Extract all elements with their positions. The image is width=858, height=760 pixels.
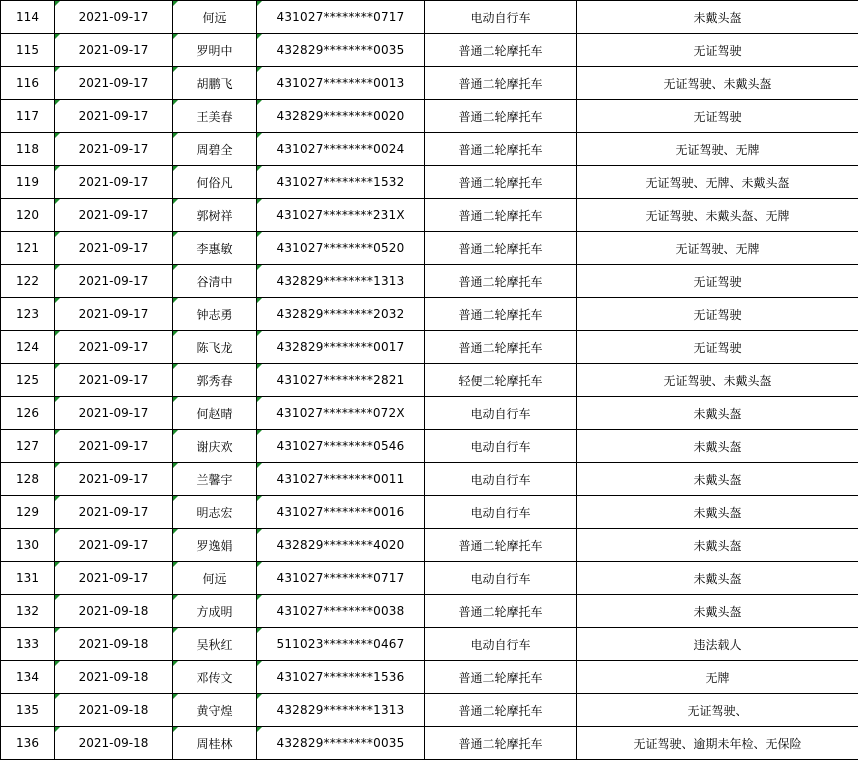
violation-cell[interactable]: 无证驾驶 xyxy=(577,100,858,133)
date-cell[interactable]: 2021-09-18 xyxy=(55,628,173,661)
vehicle-type-cell[interactable]: 普通二轮摩托车 xyxy=(425,331,577,364)
date-cell[interactable]: 2021-09-17 xyxy=(55,67,173,100)
violation-cell[interactable]: 无证驾驶 xyxy=(577,34,858,67)
name-cell[interactable]: 方成明 xyxy=(173,595,257,628)
violation-cell[interactable]: 违法载人 xyxy=(577,628,858,661)
date-cell[interactable]: 2021-09-17 xyxy=(55,397,173,430)
date-cell[interactable]: 2021-09-17 xyxy=(55,562,173,595)
vehicle-type-cell[interactable]: 电动自行车 xyxy=(425,463,577,496)
id-number-cell[interactable]: 431027********0013 xyxy=(257,67,425,100)
name-cell[interactable]: 郭秀春 xyxy=(173,364,257,397)
violation-cell[interactable]: 无证驾驶、逾期未年检、无保险 xyxy=(577,727,858,760)
name-cell[interactable]: 何远 xyxy=(173,1,257,34)
id-number-cell[interactable]: 432829********0020 xyxy=(257,100,425,133)
row-number-cell[interactable]: 120 xyxy=(1,199,55,232)
table-body xyxy=(1,1,858,760)
row-number-cell[interactable]: 126 xyxy=(1,397,55,430)
date-cell[interactable]: 2021-09-17 xyxy=(55,496,173,529)
violation-cell[interactable]: 未戴头盔 xyxy=(577,595,858,628)
violation-cell[interactable]: 未戴头盔 xyxy=(577,463,858,496)
row-number-cell[interactable]: 116 xyxy=(1,67,55,100)
violation-cell[interactable]: 无证驾驶 xyxy=(577,331,858,364)
vehicle-type-cell[interactable]: 普通二轮摩托车 xyxy=(425,166,577,199)
table-row[interactable] xyxy=(1,595,858,628)
name-cell[interactable]: 邓传文 xyxy=(173,661,257,694)
id-number-cell[interactable]: 432829********1313 xyxy=(257,694,425,727)
date-cell[interactable]: 2021-09-18 xyxy=(55,694,173,727)
table-row[interactable] xyxy=(1,397,858,430)
name-cell[interactable]: 明志宏 xyxy=(173,496,257,529)
violation-cell[interactable]: 无牌 xyxy=(577,661,858,694)
id-number-cell[interactable]: 431027********0546 xyxy=(257,430,425,463)
name-cell[interactable]: 周桂林 xyxy=(173,727,257,760)
row-number-cell[interactable]: 114 xyxy=(1,1,55,34)
name-cell[interactable]: 钟志勇 xyxy=(173,298,257,331)
name-cell[interactable]: 何俗凡 xyxy=(173,166,257,199)
date-cell[interactable]: 2021-09-17 xyxy=(55,430,173,463)
row-number-cell[interactable]: 124 xyxy=(1,331,55,364)
row-number-cell[interactable]: 121 xyxy=(1,232,55,265)
row-number-cell[interactable]: 119 xyxy=(1,166,55,199)
date-cell[interactable]: 2021-09-17 xyxy=(55,529,173,562)
date-cell[interactable]: 2021-09-18 xyxy=(55,595,173,628)
vehicle-type-cell[interactable]: 普通二轮摩托车 xyxy=(425,232,577,265)
row-number-cell[interactable]: 134 xyxy=(1,661,55,694)
name-cell[interactable]: 罗逸娟 xyxy=(173,529,257,562)
vehicle-type-cell[interactable]: 电动自行车 xyxy=(425,1,577,34)
vehicle-type-cell[interactable]: 普通二轮摩托车 xyxy=(425,529,577,562)
name-cell[interactable]: 郭树祥 xyxy=(173,199,257,232)
row-number-cell[interactable]: 118 xyxy=(1,133,55,166)
row-number-cell[interactable]: 136 xyxy=(1,727,55,760)
date-cell[interactable]: 2021-09-18 xyxy=(55,727,173,760)
table-row[interactable] xyxy=(1,166,858,199)
name-cell[interactable]: 兰馨宇 xyxy=(173,463,257,496)
violation-cell[interactable]: 无证驾驶、无牌 xyxy=(577,133,858,166)
row-number-cell[interactable]: 135 xyxy=(1,694,55,727)
id-number-cell[interactable]: 432829********0017 xyxy=(257,331,425,364)
date-cell[interactable]: 2021-09-17 xyxy=(55,232,173,265)
name-cell[interactable]: 吴秋红 xyxy=(173,628,257,661)
row-number-cell[interactable]: 130 xyxy=(1,529,55,562)
vehicle-type-cell[interactable]: 普通二轮摩托车 xyxy=(425,100,577,133)
table-row[interactable] xyxy=(1,430,858,463)
date-cell[interactable]: 2021-09-17 xyxy=(55,199,173,232)
id-number-cell[interactable]: 431027********0717 xyxy=(257,1,425,34)
date-cell[interactable]: 2021-09-17 xyxy=(55,166,173,199)
violation-cell[interactable]: 无证驾驶 xyxy=(577,265,858,298)
row-number-cell[interactable]: 123 xyxy=(1,298,55,331)
violation-cell[interactable]: 未戴头盔 xyxy=(577,397,858,430)
vehicle-type-cell[interactable]: 普通二轮摩托车 xyxy=(425,133,577,166)
date-cell[interactable]: 2021-09-17 xyxy=(55,1,173,34)
violation-cell[interactable]: 未戴头盔 xyxy=(577,562,858,595)
violation-cell[interactable]: 无证驾驶、未戴头盔 xyxy=(577,364,858,397)
table-row[interactable] xyxy=(1,298,858,331)
row-number-cell[interactable]: 133 xyxy=(1,628,55,661)
id-number-cell[interactable]: 431027********0011 xyxy=(257,463,425,496)
table-row[interactable] xyxy=(1,265,858,298)
violation-cell[interactable]: 未戴头盔 xyxy=(577,430,858,463)
vehicle-type-cell[interactable]: 电动自行车 xyxy=(425,496,577,529)
date-cell[interactable]: 2021-09-17 xyxy=(55,265,173,298)
vehicle-type-cell[interactable]: 电动自行车 xyxy=(425,562,577,595)
vehicle-type-cell[interactable]: 轻便二轮摩托车 xyxy=(425,364,577,397)
table-row[interactable] xyxy=(1,1,858,34)
violation-cell[interactable]: 未戴头盔 xyxy=(577,529,858,562)
id-number-cell[interactable]: 431027********1536 xyxy=(257,661,425,694)
row-number-cell[interactable]: 125 xyxy=(1,364,55,397)
id-number-cell[interactable]: 432829********0035 xyxy=(257,34,425,67)
table-row[interactable] xyxy=(1,67,858,100)
table-row[interactable] xyxy=(1,199,858,232)
vehicle-type-cell[interactable]: 电动自行车 xyxy=(425,430,577,463)
name-cell[interactable]: 陈飞龙 xyxy=(173,331,257,364)
table-row[interactable] xyxy=(1,133,858,166)
vehicle-type-cell[interactable]: 电动自行车 xyxy=(425,397,577,430)
id-number-cell[interactable]: 432829********0035 xyxy=(257,727,425,760)
id-number-cell[interactable]: 431027********1532 xyxy=(257,166,425,199)
vehicle-type-cell[interactable]: 普通二轮摩托车 xyxy=(425,67,577,100)
row-number-cell[interactable]: 127 xyxy=(1,430,55,463)
table-row[interactable] xyxy=(1,364,858,397)
vehicle-type-cell[interactable]: 普通二轮摩托车 xyxy=(425,199,577,232)
name-cell[interactable]: 王美春 xyxy=(173,100,257,133)
table-row[interactable] xyxy=(1,496,858,529)
violation-cell[interactable]: 无证驾驶、无牌 xyxy=(577,232,858,265)
name-cell[interactable]: 罗明中 xyxy=(173,34,257,67)
date-cell[interactable]: 2021-09-18 xyxy=(55,661,173,694)
name-cell[interactable]: 周碧全 xyxy=(173,133,257,166)
vehicle-type-cell[interactable]: 普通二轮摩托车 xyxy=(425,265,577,298)
name-cell[interactable]: 谷清中 xyxy=(173,265,257,298)
id-number-cell[interactable]: 432829********4020 xyxy=(257,529,425,562)
table-row[interactable] xyxy=(1,463,858,496)
vehicle-type-cell[interactable]: 普通二轮摩托车 xyxy=(425,34,577,67)
name-cell[interactable]: 胡鹏飞 xyxy=(173,67,257,100)
row-number-cell[interactable]: 122 xyxy=(1,265,55,298)
id-number-cell[interactable]: 431027********0016 xyxy=(257,496,425,529)
id-number-cell[interactable]: 431027********0520 xyxy=(257,232,425,265)
id-number-cell[interactable]: 431027********0038 xyxy=(257,595,425,628)
table-row[interactable] xyxy=(1,628,858,661)
vehicle-type-cell[interactable]: 普通二轮摩托车 xyxy=(425,727,577,760)
id-number-cell[interactable]: 431027********072X xyxy=(257,397,425,430)
date-cell[interactable]: 2021-09-17 xyxy=(55,100,173,133)
id-number-cell[interactable]: 431027********0024 xyxy=(257,133,425,166)
violation-cell[interactable]: 无证驾驶、 xyxy=(577,694,858,727)
table-row[interactable] xyxy=(1,727,858,760)
vehicle-type-cell[interactable]: 普通二轮摩托车 xyxy=(425,694,577,727)
vehicle-type-cell[interactable]: 电动自行车 xyxy=(425,628,577,661)
row-number-cell[interactable]: 117 xyxy=(1,100,55,133)
violation-cell[interactable]: 无证驾驶、无牌、未戴头盔 xyxy=(577,166,858,199)
name-cell[interactable]: 李惠敏 xyxy=(173,232,257,265)
table-row[interactable] xyxy=(1,694,858,727)
table-row[interactable] xyxy=(1,331,858,364)
date-cell[interactable]: 2021-09-17 xyxy=(55,34,173,67)
name-cell[interactable]: 谢庆欢 xyxy=(173,430,257,463)
table-row[interactable] xyxy=(1,562,858,595)
row-number-cell[interactable]: 115 xyxy=(1,34,55,67)
date-cell[interactable]: 2021-09-17 xyxy=(55,133,173,166)
name-cell[interactable]: 黄守煌 xyxy=(173,694,257,727)
violation-cell[interactable]: 无证驾驶、未戴头盔 xyxy=(577,67,858,100)
row-number-cell[interactable]: 128 xyxy=(1,463,55,496)
violation-cell[interactable]: 未戴头盔 xyxy=(577,1,858,34)
table-row[interactable] xyxy=(1,661,858,694)
date-cell[interactable]: 2021-09-17 xyxy=(55,463,173,496)
name-cell[interactable]: 何远 xyxy=(173,562,257,595)
name-cell[interactable]: 何赵晴 xyxy=(173,397,257,430)
id-number-cell[interactable]: 431027********0717 xyxy=(257,562,425,595)
violation-cell[interactable]: 无证驾驶 xyxy=(577,298,858,331)
id-number-cell[interactable]: 431027********2821 xyxy=(257,364,425,397)
vehicle-type-cell[interactable]: 普通二轮摩托车 xyxy=(425,595,577,628)
id-number-cell[interactable]: 511023********0467 xyxy=(257,628,425,661)
vehicle-type-cell[interactable]: 普通二轮摩托车 xyxy=(425,298,577,331)
violation-cell[interactable]: 未戴头盔 xyxy=(577,496,858,529)
table-row[interactable] xyxy=(1,232,858,265)
row-number-cell[interactable]: 131 xyxy=(1,562,55,595)
violation-cell[interactable]: 无证驾驶、未戴头盔、无牌 xyxy=(577,199,858,232)
row-number-cell[interactable]: 132 xyxy=(1,595,55,628)
id-number-cell[interactable]: 432829********1313 xyxy=(257,265,425,298)
date-cell[interactable]: 2021-09-17 xyxy=(55,364,173,397)
vehicle-type-cell[interactable]: 普通二轮摩托车 xyxy=(425,661,577,694)
date-cell[interactable]: 2021-09-17 xyxy=(55,298,173,331)
table-row[interactable] xyxy=(1,100,858,133)
table-row[interactable] xyxy=(1,529,858,562)
table-row[interactable] xyxy=(1,34,858,67)
row-number-cell[interactable]: 129 xyxy=(1,496,55,529)
date-cell[interactable]: 2021-09-17 xyxy=(55,331,173,364)
id-number-cell[interactable]: 432829********2032 xyxy=(257,298,425,331)
id-number-cell[interactable]: 431027********231X xyxy=(257,199,425,232)
